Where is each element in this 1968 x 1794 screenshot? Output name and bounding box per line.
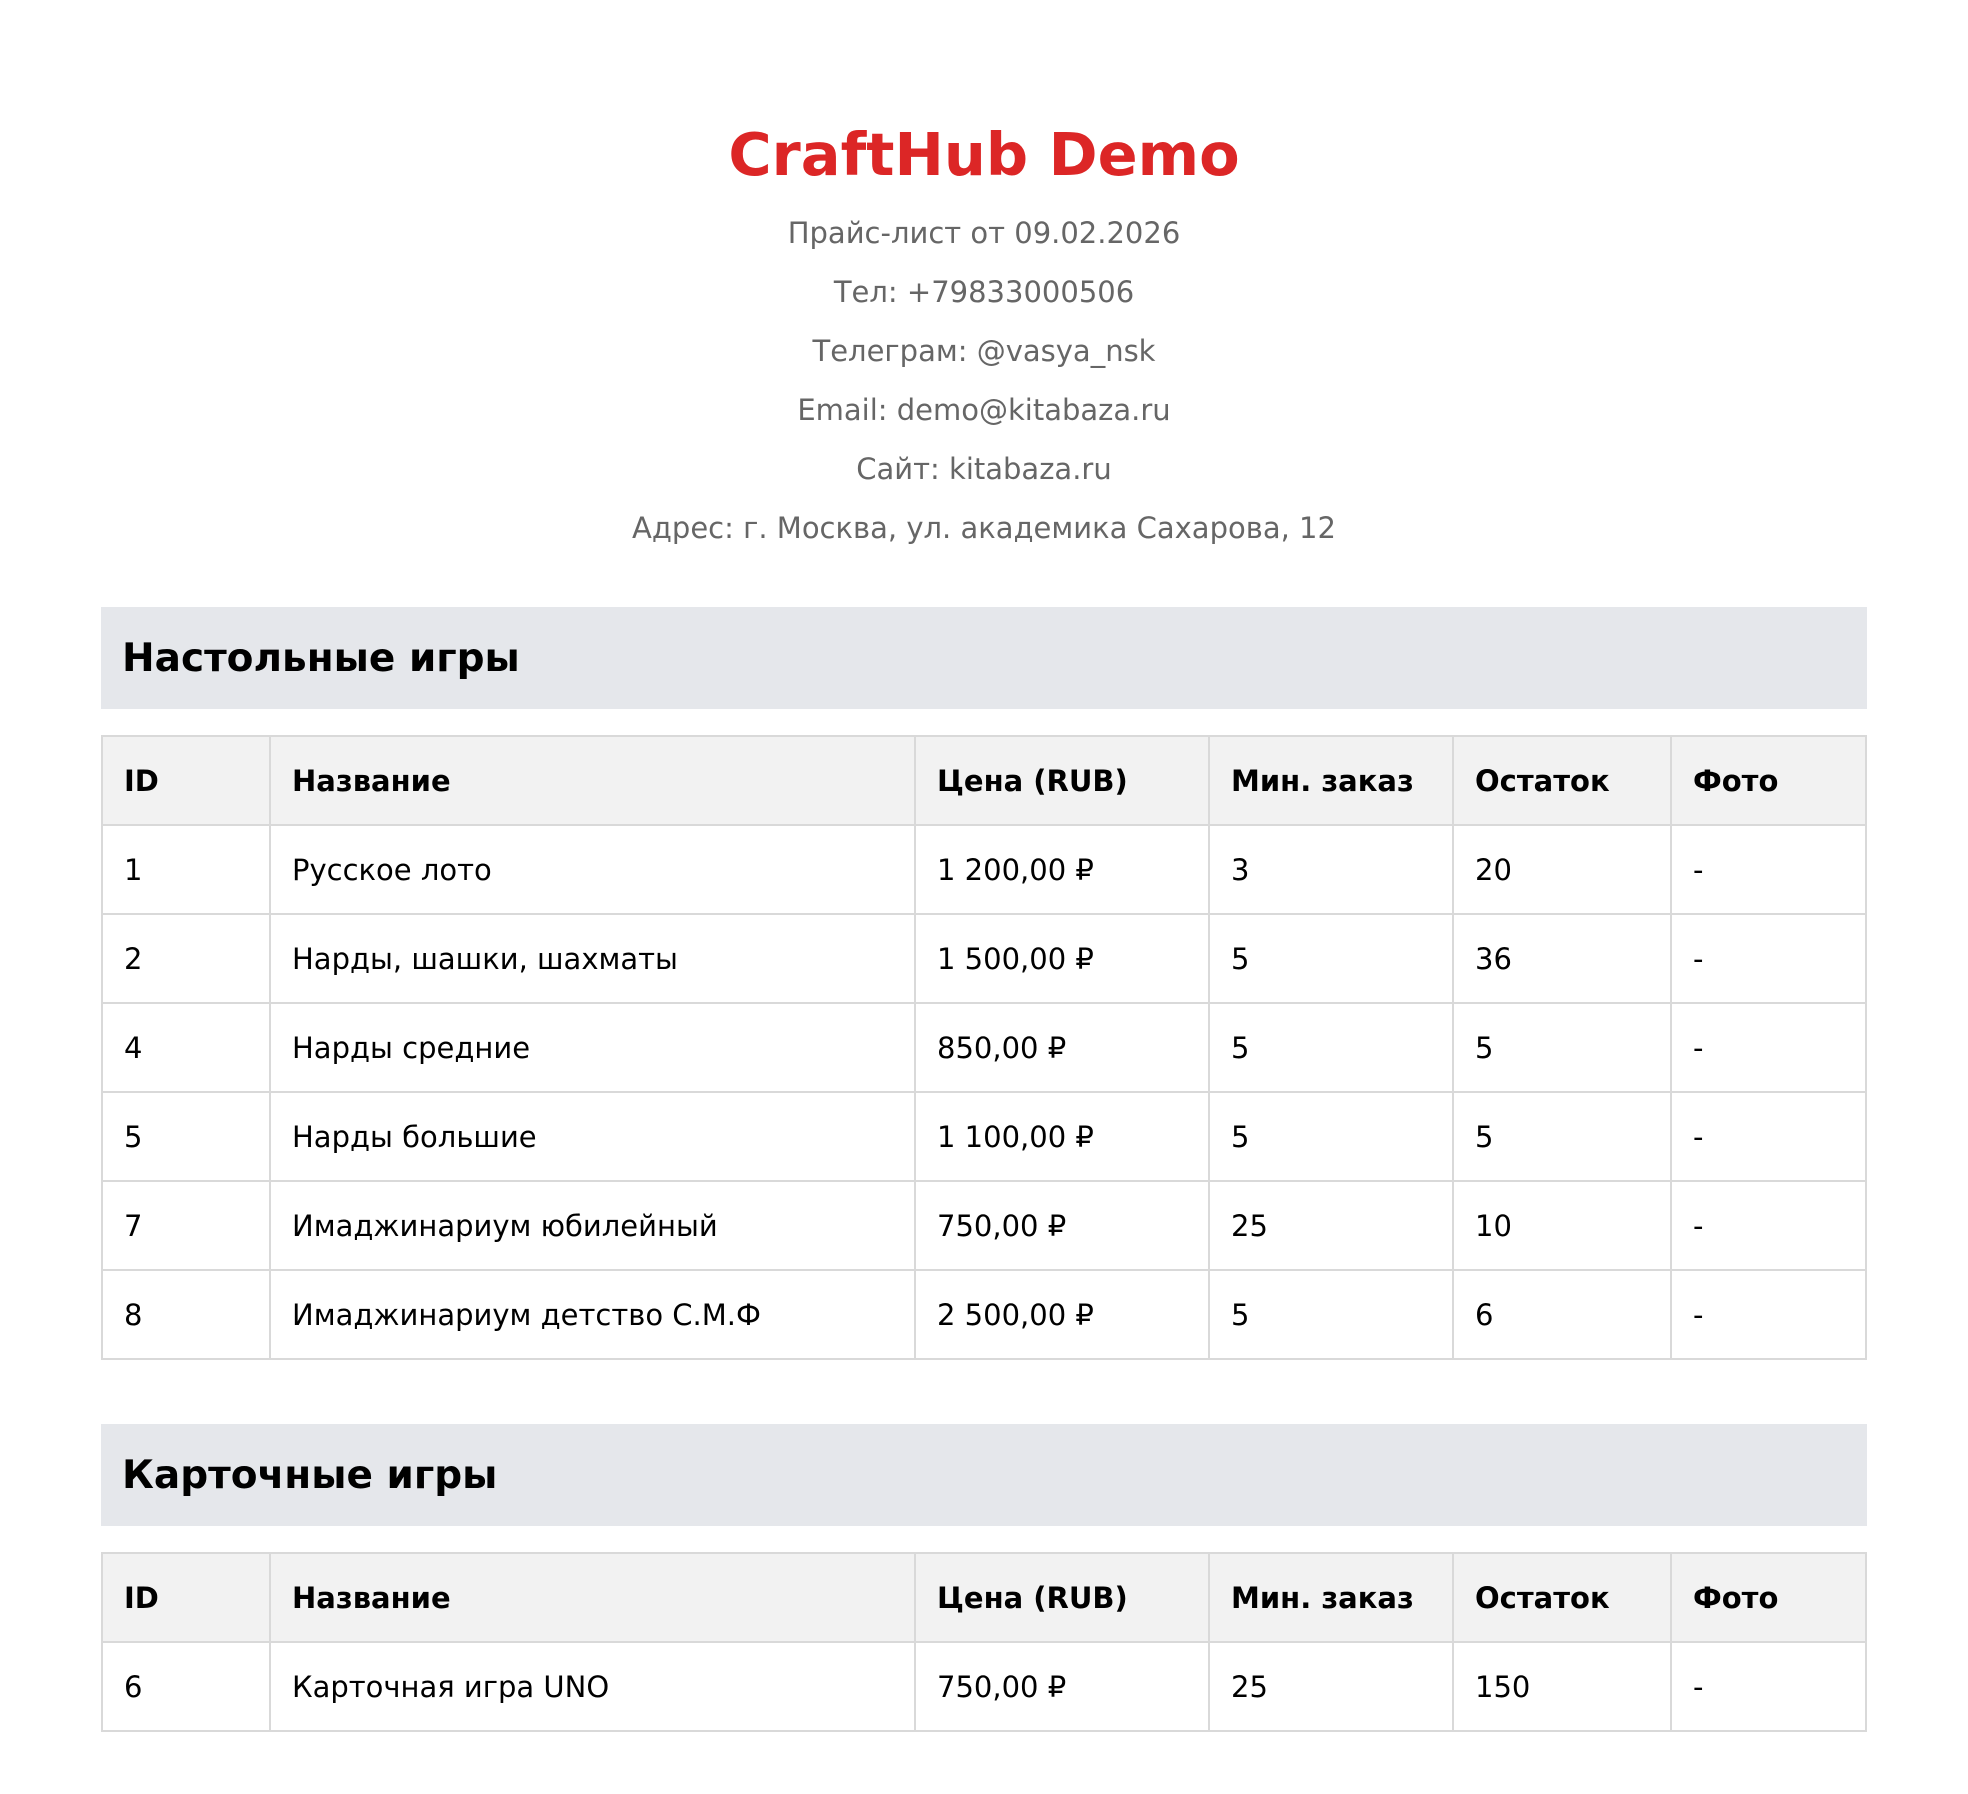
table-row bbox=[102, 914, 1866, 1003]
cell-photo: - bbox=[1671, 914, 1866, 1003]
table-row bbox=[102, 1642, 1866, 1731]
document-header bbox=[101, 0, 1867, 558]
cell-photo: - bbox=[1671, 1270, 1866, 1359]
table-header-row bbox=[102, 736, 1866, 825]
cell-stock: 10 bbox=[1453, 1181, 1671, 1270]
cell-photo: - bbox=[1671, 1181, 1866, 1270]
cell-stock: 150 bbox=[1453, 1642, 1671, 1731]
price-table bbox=[101, 1552, 1867, 1732]
section-card-games bbox=[101, 1424, 1867, 1732]
cell-price: 750,00 ₽ bbox=[915, 1181, 1209, 1270]
cell-photo: - bbox=[1671, 825, 1866, 914]
column-header-price: Цена (RUB) bbox=[915, 736, 1209, 825]
column-header-price: Цена (RUB) bbox=[915, 1553, 1209, 1642]
contact-website: Сайт: kitabaza.ru bbox=[856, 452, 1112, 486]
column-header-name: Название bbox=[270, 736, 915, 825]
section-title: Карточные игры bbox=[101, 1424, 1867, 1526]
column-header-id: ID bbox=[102, 736, 270, 825]
cell-id: 1 bbox=[102, 825, 270, 914]
table-row bbox=[102, 1003, 1866, 1092]
cell-price: 2 500,00 ₽ bbox=[915, 1270, 1209, 1359]
cell-min-order: 5 bbox=[1209, 1092, 1453, 1181]
contact-phone: Тел: +79833000506 bbox=[833, 275, 1135, 309]
cell-name: Карточная игра UNO bbox=[270, 1642, 915, 1731]
column-header-min-order: Мин. заказ bbox=[1209, 736, 1453, 825]
cell-min-order: 25 bbox=[1209, 1181, 1453, 1270]
cell-name: Нарды, шашки, шахматы bbox=[270, 914, 915, 1003]
cell-stock: 20 bbox=[1453, 825, 1671, 914]
table-row bbox=[102, 1270, 1866, 1359]
cell-photo: - bbox=[1671, 1003, 1866, 1092]
cell-id: 2 bbox=[102, 914, 270, 1003]
column-header-stock: Остаток bbox=[1453, 1553, 1671, 1642]
cell-name: Нарды большие bbox=[270, 1092, 915, 1181]
contact-email: Email: demo@kitabaza.ru bbox=[797, 393, 1171, 427]
cell-price: 850,00 ₽ bbox=[915, 1003, 1209, 1092]
price-table bbox=[101, 735, 1867, 1360]
price-list-date: Прайс-лист от 09.02.2026 bbox=[787, 216, 1181, 250]
cell-min-order: 25 bbox=[1209, 1642, 1453, 1731]
column-header-id: ID bbox=[102, 1553, 270, 1642]
cell-photo: - bbox=[1671, 1092, 1866, 1181]
cell-min-order: 5 bbox=[1209, 1003, 1453, 1092]
table-row bbox=[102, 1181, 1866, 1270]
cell-price: 750,00 ₽ bbox=[915, 1642, 1209, 1731]
cell-id: 6 bbox=[102, 1642, 270, 1731]
table-row bbox=[102, 1092, 1866, 1181]
cell-name: Имаджинариум детство С.М.Ф bbox=[270, 1270, 915, 1359]
table-header-row bbox=[102, 1553, 1866, 1642]
cell-price: 1 500,00 ₽ bbox=[915, 914, 1209, 1003]
cell-price: 1 200,00 ₽ bbox=[915, 825, 1209, 914]
cell-id: 5 bbox=[102, 1092, 270, 1181]
column-header-stock: Остаток bbox=[1453, 736, 1671, 825]
cell-min-order: 3 bbox=[1209, 825, 1453, 914]
cell-stock: 36 bbox=[1453, 914, 1671, 1003]
column-header-photo: Фото bbox=[1671, 736, 1866, 825]
cell-photo: - bbox=[1671, 1642, 1866, 1731]
contact-address: Адрес: г. Москва, ул. академика Сахарова, 12 bbox=[632, 511, 1336, 545]
cell-id: 8 bbox=[102, 1270, 270, 1359]
cell-min-order: 5 bbox=[1209, 1270, 1453, 1359]
cell-id: 4 bbox=[102, 1003, 270, 1092]
column-header-photo: Фото bbox=[1671, 1553, 1866, 1642]
cell-stock: 5 bbox=[1453, 1003, 1671, 1092]
cell-stock: 5 bbox=[1453, 1092, 1671, 1181]
cell-name: Нарды средние bbox=[270, 1003, 915, 1092]
table-row bbox=[102, 825, 1866, 914]
brand-title: CraftHub Demo bbox=[728, 120, 1240, 189]
contact-telegram: Телеграм: @vasya_nsk bbox=[812, 334, 1156, 368]
cell-name: Имаджинариум юбилейный bbox=[270, 1181, 915, 1270]
section-board-games bbox=[101, 607, 1867, 1360]
cell-stock: 6 bbox=[1453, 1270, 1671, 1359]
column-header-name: Название bbox=[270, 1553, 915, 1642]
cell-name: Русское лото bbox=[270, 825, 915, 914]
column-header-min-order: Мин. заказ bbox=[1209, 1553, 1453, 1642]
cell-price: 1 100,00 ₽ bbox=[915, 1092, 1209, 1181]
cell-id: 7 bbox=[102, 1181, 270, 1270]
section-title: Настольные игры bbox=[101, 607, 1867, 709]
cell-min-order: 5 bbox=[1209, 914, 1453, 1003]
